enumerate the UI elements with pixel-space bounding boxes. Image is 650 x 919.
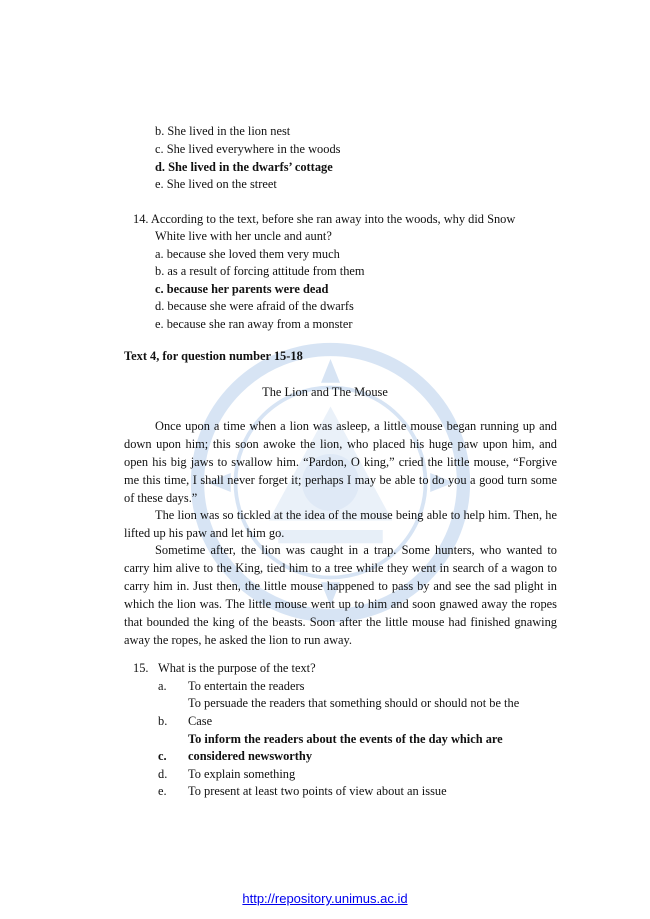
- text4-heading: Text 4, for question number 15-18: [124, 349, 303, 363]
- q15-option-c-letter: c.: [158, 749, 167, 763]
- q13-option-b: b. She lived in the lion nest: [155, 124, 291, 138]
- q14-option-e: e. because she ran away from a monster: [155, 317, 353, 331]
- q14-question-line2: White live with her uncle and aunt?: [155, 229, 332, 243]
- q14-option-b: b. as a result of forcing attitude from them: [155, 264, 365, 278]
- q15-option-e-text: To present at least two points of view about an issue: [188, 784, 447, 798]
- q15-option-b-letter: b.: [158, 714, 168, 728]
- q13-option-d-correct: d. She lived in the dwarfs’ cottage: [155, 160, 333, 174]
- q15-option-a-text: To entertain the readers: [188, 679, 305, 693]
- q15-option-c-text-line2: considered newsworthy: [188, 749, 313, 763]
- q15-question: What is the purpose of the text?: [158, 661, 316, 675]
- story-paragraph-3: Sometime after, the lion was caught in a trap. Some hunters, who wanted to carry him alive to the King, tied him to a tree while they went in search of a wagon to carry him in. Just then, the little mouse happened to pass by and see the sad plight in which the lion was. The little mouse went up to him and soon gnawed away the ropes that bounded the king of the beasts. Soon after the little mouse had finished gnawing away the ropes, he asked the lion to run away.: [124, 543, 557, 647]
- story-paragraph-1: Once upon a time when a lion was asleep, a little mouse began running up and down upon him; this soon awoke the lion, who placed his huge paw upon him, and open his big jaws to swallow him. “Pardon, O king,” cried the little mouse, “Forgive me this time, I shall never forget it; perhaps I may be able to do you a good turn some of these days.”: [124, 419, 557, 505]
- story-title: The Lion and The Mouse: [262, 385, 388, 399]
- q14-option-d: d. because she were afraid of the dwarfs: [155, 299, 354, 313]
- q15-option-b-text-line2: Case: [188, 714, 213, 728]
- q15-number: 15.: [133, 661, 149, 675]
- q14-question-line1: 14. According to the text, before she ran away into the woods, why did Snow: [133, 212, 516, 226]
- q15-option-a-letter: a.: [158, 679, 167, 693]
- q14-option-c-correct: c. because her parents were dead: [155, 282, 329, 296]
- q15-option-e-letter: e.: [158, 784, 167, 798]
- q13-option-e: e. She lived on the street: [155, 177, 277, 191]
- q15-option-d-text: To explain something: [188, 767, 296, 781]
- q13-option-c: c. She lived everywhere in the woods: [155, 142, 341, 156]
- story-paragraph-2: The lion was so tickled at the idea of the mouse being able to help him. Then, he lifted up his paw and let him go.: [124, 508, 557, 540]
- repository-link[interactable]: http://repository.unimus.ac.id: [242, 891, 408, 906]
- q15-option-d-letter: d.: [158, 767, 168, 781]
- q15-option-b-text-line1: To persuade the readers that something should or should not be the: [188, 696, 520, 710]
- q15-option-c-text-line1: To inform the readers about the events of the day which are: [188, 732, 503, 746]
- q14-option-a: a. because she loved them very much: [155, 247, 340, 261]
